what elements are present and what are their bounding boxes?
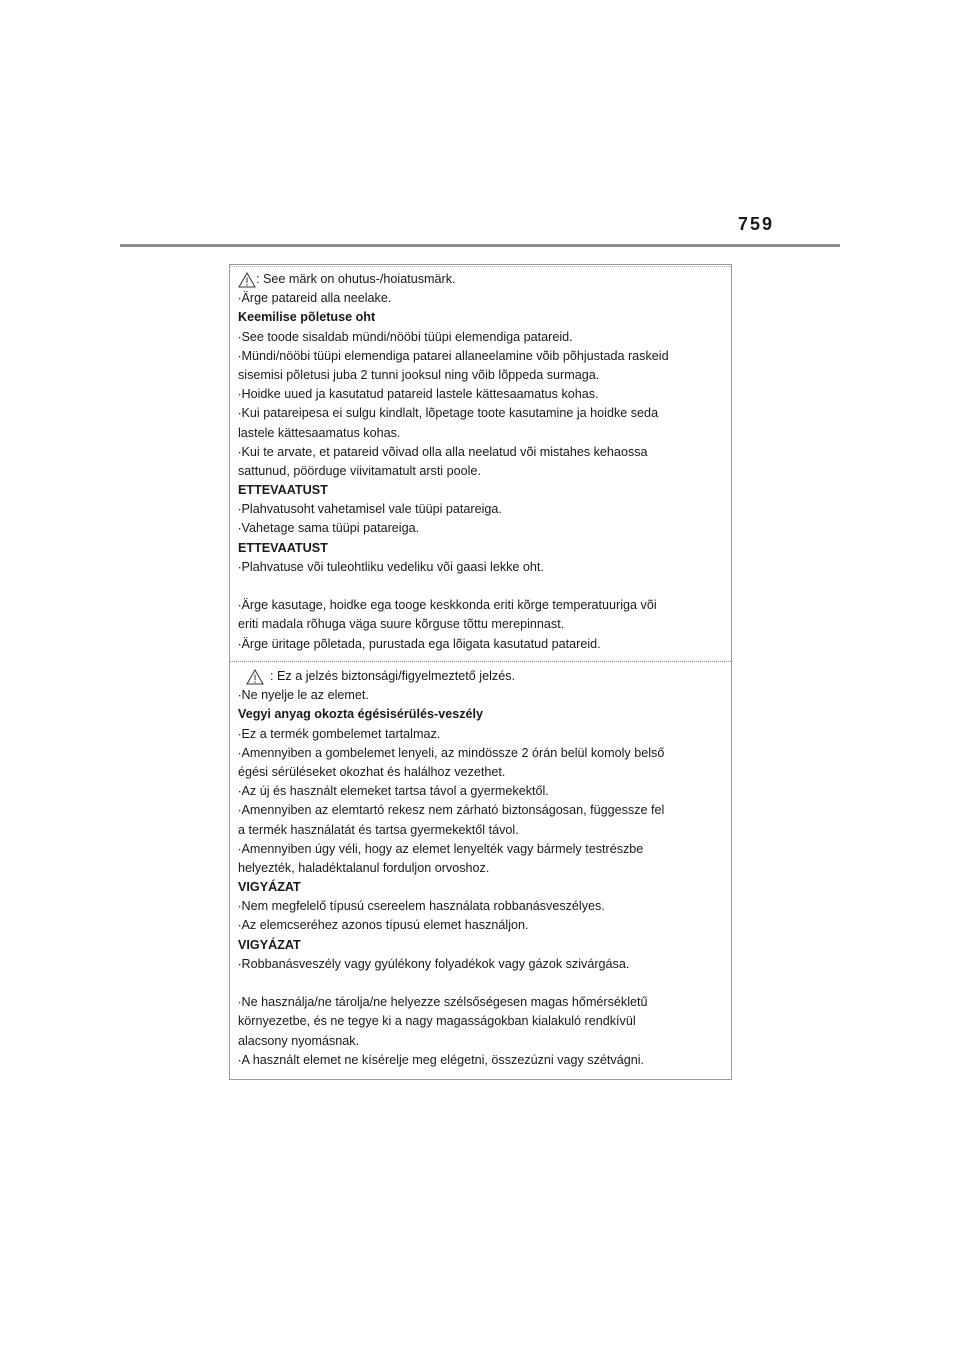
- estonian-warning-heading: [238, 270, 718, 289]
- hungarian-line: ∙Amennyiben a gombelemet lenyeli, az mindössze 2 órán belül komoly belső: [238, 745, 665, 760]
- estonian-line: ∙Ärge patareid alla neelake.: [238, 291, 392, 306]
- estonian-line: ∙Kui te arvate, et patareid võivad olla alla neelatud või mistahes kehaossa: [238, 444, 648, 459]
- hungarian-line: ∙A használt elemet ne kísérelje meg elégetni, összezúzni vagy szétvágni.: [238, 1052, 645, 1067]
- hungarian-line: ∙Az elemcseréhez azonos típusú elemet használjon.: [238, 918, 529, 933]
- estonian-line: Keemilise põletuse oht: [238, 310, 376, 325]
- hungarian-line: ∙Amennyiben az elemtartó rekesz nem zárható biztonságosan, függessze fel: [238, 803, 665, 818]
- hungarian-line: égési sérüléseket okozhat és halálhoz vezethet.: [238, 764, 506, 779]
- estonian-line: ∙Kui patareipesa ei sulgu kindlalt, lõpetage toote kasutamine ja hoidke seda: [238, 406, 659, 421]
- hungarian-warning-heading: [238, 667, 718, 686]
- warning-triangle-icon: [238, 272, 256, 288]
- estonian-line: ∙See toode sisaldab mündi/nööbi tüüpi elemendiga patareid.: [238, 329, 573, 344]
- hungarian-line: Vegyi anyag okozta égésisérülés-veszély: [238, 707, 484, 722]
- estonian-line: ∙Vahetage sama tüüpi patareiga.: [238, 521, 420, 536]
- battery-warning-box: [229, 264, 732, 1080]
- estonian-line: ∙Ärge kasutage, hoidke ega tooge keskkonda eriti kõrge temperatuuriga või: [238, 598, 657, 613]
- estonian-line: ∙Ärge üritage põletada, purustada ega lõigata kasutatud patareid.: [238, 636, 601, 651]
- estonian-line: ∙Plahvatuse või tuleohtliku vedeliku või gaasi lekke oht.: [238, 559, 544, 574]
- hungarian-line: ∙Ez a termék gombelemet tartalmaz.: [238, 726, 441, 741]
- hungarian-line: alacsony nyomásnak.: [238, 1033, 360, 1048]
- warning-triangle-icon: [246, 669, 264, 685]
- estonian-line: sattunud, pöörduge viivitamatult arsti poole.: [238, 463, 481, 478]
- hungarian-line: a termék használatát és tartsa gyermekektől távol.: [238, 822, 519, 837]
- hungarian-line: ∙Robbanásveszély vagy gyúlékony folyadékok vagy gázok szivárgása.: [238, 956, 630, 971]
- hungarian-line: VIGYÁZAT: [238, 937, 301, 952]
- estonian-line: [238, 577, 718, 596]
- section-divider: [230, 661, 731, 662]
- estonian-line: ∙Plahvatusoht vahetamisel vale tüüpi patareiga.: [238, 502, 502, 517]
- estonian-line: eriti madala rõhuga väga suure kõrguse tõttu merepinnast.: [238, 617, 565, 632]
- hungarian-line: VIGYÁZAT: [238, 880, 301, 895]
- hungarian-warning-label: : Ez a jelzés biztonsági/figyelmeztető jelzés.: [270, 669, 515, 683]
- estonian-lines: [238, 289, 718, 654]
- estonian-line: ∙Hoidke uued ja kasutatud patareid lastele kättesaamatus kohas.: [238, 387, 599, 402]
- hungarian-line: helyezték, haladéktalanul forduljon orvoshoz.: [238, 860, 490, 875]
- hungarian-line: ∙Az új és használt elemeket tartsa távol a gyermekektől.: [238, 784, 549, 799]
- hungarian-section: [238, 667, 718, 1070]
- hungarian-line: ∙Nem megfelelő típusú csereelem használata robbanásveszélyes.: [238, 899, 605, 914]
- header-rule: [120, 244, 840, 247]
- hungarian-line: környezetbe, és ne tegye ki a nagy magasságokban kialakuló rendkívül: [238, 1014, 636, 1029]
- hungarian-line: [238, 974, 718, 993]
- estonian-line: lastele kättesaamatus kohas.: [238, 425, 401, 440]
- estonian-line: ∙Mündi/nööbi tüüpi elemendiga patarei allaneelamine võib põhjustada raskeid: [238, 348, 669, 363]
- estonian-line: ETTEVAATUST: [238, 540, 328, 555]
- top-dotted-rule: [230, 266, 731, 267]
- hungarian-lines: [238, 686, 718, 1070]
- estonian-line: sisemisi põletusi juba 2 tunni jooksul ning võib lõppeda surmaga.: [238, 367, 600, 382]
- hungarian-line: ∙Ne használja/ne tárolja/ne helyezze szélsőségesen magas hőmérsékletű: [238, 995, 648, 1010]
- estonian-section: [238, 270, 718, 654]
- estonian-line: ETTEVAATUST: [238, 483, 328, 498]
- hungarian-line: ∙Ne nyelje le az elemet.: [238, 688, 369, 703]
- estonian-warning-label: : See märk on ohutus-/hoiatusmärk.: [256, 272, 456, 286]
- page-number: 759: [737, 214, 774, 234]
- hungarian-line: ∙Amennyiben úgy véli, hogy az elemet lenyelték vagy bármely testrészbe: [238, 841, 644, 856]
